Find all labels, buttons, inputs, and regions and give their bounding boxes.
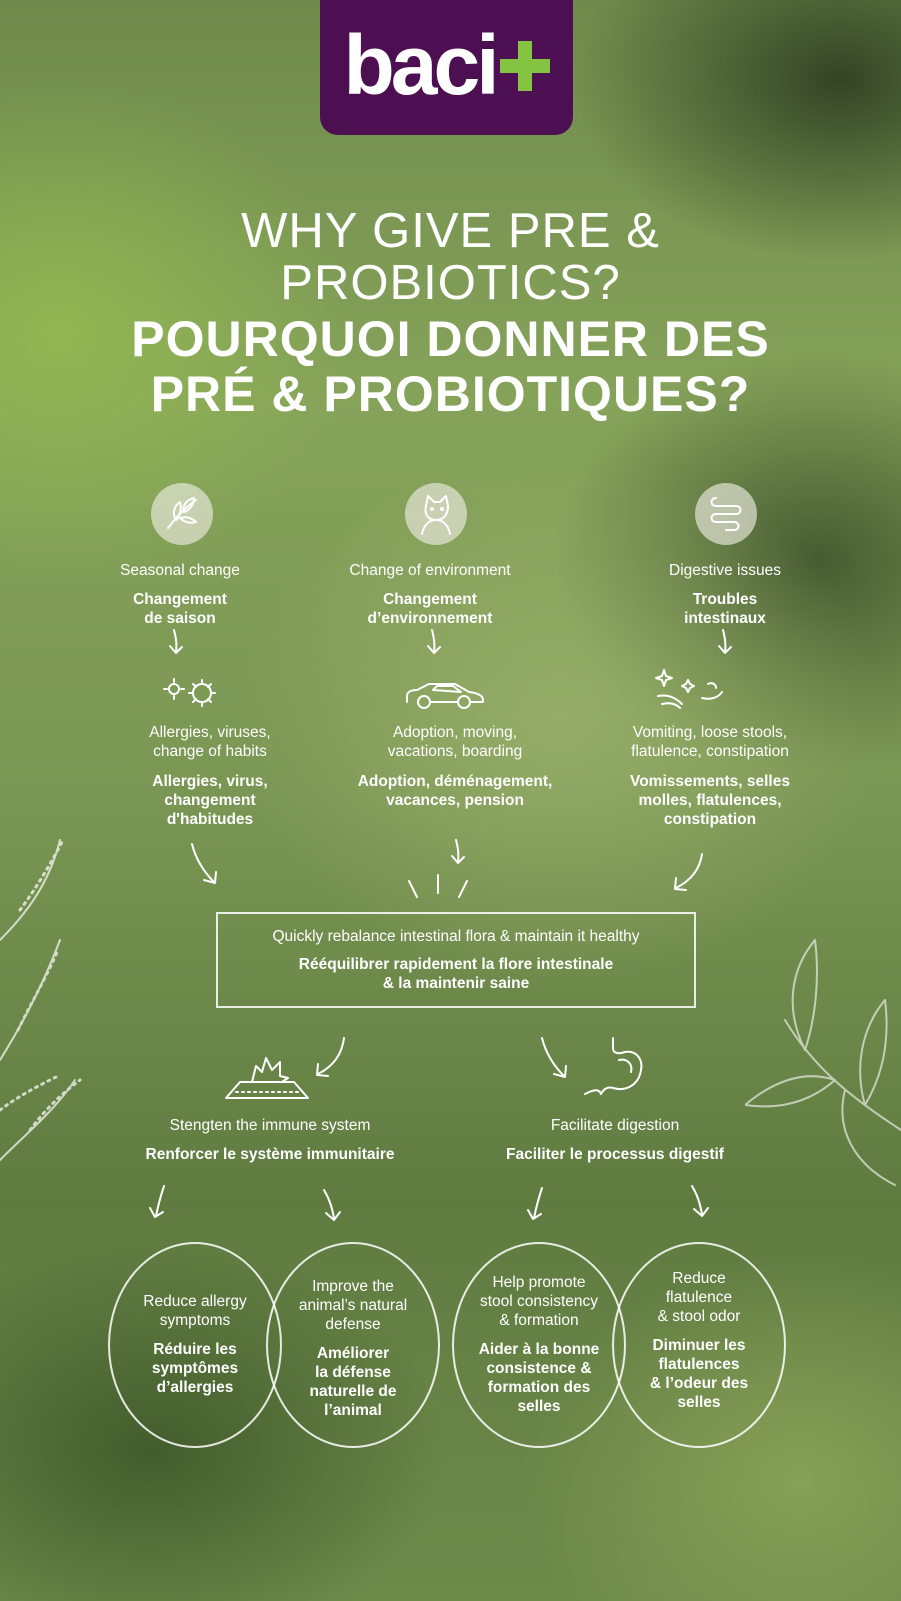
virus-icon [160, 675, 222, 709]
outcome-en-line: defense [325, 1316, 381, 1333]
outcome-fr-line: selles [517, 1398, 561, 1415]
benefit-fr-digestion: Faciliter le processus digestif [506, 1146, 724, 1163]
central-goal-fr-line: Rééquilibrer rapidement la flore intestinale [298, 956, 614, 973]
effect-fr-environment [330, 772, 580, 810]
arrow-down-left-icon [146, 1184, 170, 1220]
cause-en-environment: Change of environment [349, 562, 511, 579]
outcome-en [278, 1277, 428, 1334]
outcome-fr-line: flatulences [658, 1356, 740, 1373]
arrow-down-icon [166, 628, 186, 656]
outcome-en-line: symptoms [159, 1312, 231, 1329]
outcome-fr-line: la défense [315, 1364, 391, 1381]
effect-fr-line: Vomissements, selles [630, 773, 790, 790]
effect-fr-line: Adoption, déménagement, [357, 773, 553, 790]
cause-fr-digestive [615, 590, 835, 628]
central-goal-fr-line: & la maintenir saine [382, 975, 530, 992]
effect-en-line: change of habits [153, 743, 267, 760]
effect-en-line: vacations, boarding [387, 743, 523, 760]
effect-fr-line: vacances, pension [386, 792, 524, 809]
outcome-en [624, 1269, 774, 1326]
title-english [0, 205, 901, 309]
effect-en-digestive [580, 723, 840, 761]
outcome-en-line: animal’s natural [298, 1297, 408, 1314]
effect-en-line: Adoption, moving, [392, 724, 518, 741]
cause-fr-line: de saison [144, 610, 216, 627]
title-en-line-2: PROBIOTICS? [280, 256, 621, 310]
cause-fr-environment [300, 590, 560, 628]
burst-lines-icon [405, 873, 471, 903]
outcome-fr-line: d’allergies [156, 1379, 234, 1396]
arrow-down-left-icon [524, 1186, 548, 1222]
outcome-en [458, 1273, 620, 1330]
outcome-fr-line: l’animal [324, 1402, 382, 1419]
title-en-line-1: WHY GIVE PRE & [241, 204, 660, 258]
outcome-fr-line: Diminuer les [652, 1337, 746, 1354]
cause-fr-line: Changement [133, 591, 227, 608]
outcome-fr [624, 1336, 774, 1412]
title-french [0, 312, 901, 422]
outcome-en-line: & formation [499, 1312, 579, 1329]
outcome-fr-line: consistence & [486, 1360, 592, 1377]
outcome-fr-line: Réduire les [153, 1341, 237, 1358]
outcome-fr [458, 1340, 620, 1416]
effect-fr-digestive [580, 772, 840, 829]
outcome-en-line: Improve the [312, 1278, 394, 1295]
outcome-en [120, 1292, 270, 1330]
outcome-en-line: & stool odor [657, 1308, 741, 1325]
outcome-text-reduce-allergy [120, 1292, 270, 1397]
outcome-en-line: Help promote [492, 1274, 586, 1291]
arrow-diagonal-icon [540, 1036, 570, 1080]
arrow-down-right-icon [320, 1188, 344, 1224]
lavender-plant-left-illustration [0, 830, 110, 1190]
effect-en-line: flatulence, constipation [631, 743, 789, 760]
central-goal-box [216, 912, 696, 1008]
effect-en-seasonal [90, 723, 330, 761]
shield-burst-icon [222, 1048, 312, 1104]
cause-fr-line: Changement [383, 591, 477, 608]
outcome-fr-line: formation des [487, 1379, 591, 1396]
effect-fr-line: d'habitudes [166, 811, 254, 828]
baci-plus-logo[interactable] [320, 0, 573, 135]
arrow-down-icon [448, 838, 468, 866]
outcome-fr-line: Améliorer [316, 1345, 390, 1362]
effect-en-line: Vomiting, loose stools, [632, 724, 788, 741]
cause-fr-line: intestinaux [684, 610, 766, 627]
effect-fr-line: molles, flatulences, [638, 792, 782, 809]
arrow-down-right-icon [688, 1184, 712, 1220]
effect-en-line: Allergies, viruses, [149, 724, 271, 741]
cause-fr-seasonal [80, 590, 280, 628]
outcome-fr-line: selles [677, 1394, 721, 1411]
arrow-down-icon [715, 628, 735, 656]
outcome-en-line: Reduce allergy [143, 1293, 247, 1310]
outcome-fr-line: & l’odeur des [649, 1375, 749, 1392]
benefit-fr-immune: Renforcer le système immunitaire [145, 1146, 395, 1163]
outcome-fr [278, 1344, 428, 1420]
cause-en-digestive: Digestive issues [669, 562, 781, 579]
effect-fr-line: changement [164, 792, 256, 809]
benefit-en-digestion: Facilitate digestion [550, 1117, 680, 1134]
outcome-text-reduce-flatulence [624, 1269, 774, 1412]
arrow-down-icon [424, 628, 444, 656]
outcome-text-stool-consistency [458, 1273, 620, 1416]
outcome-fr-line: naturelle de [309, 1383, 397, 1400]
outcome-fr-line: Aider à la bonne [478, 1341, 600, 1358]
arrow-diagonal-icon [670, 852, 706, 892]
intestine-icon [695, 483, 757, 545]
outcome-fr [120, 1340, 270, 1397]
outcome-fr-line: symptômes [151, 1360, 239, 1377]
sparkle-icon [652, 668, 728, 710]
effect-fr-line: Allergies, virus, [152, 773, 268, 790]
arrow-diagonal-icon [312, 1036, 348, 1078]
plus-icon [500, 41, 550, 91]
effect-fr-line: constipation [663, 811, 757, 828]
logo-wordmark: baci [343, 17, 496, 112]
car-icon [403, 680, 487, 710]
title-fr-line-2: PRÉ & PROBIOTIQUES? [150, 366, 751, 422]
outcome-en-line: flatulence [665, 1289, 733, 1306]
outcome-en-line: Reduce [672, 1270, 726, 1287]
outcome-text-natural-defense [278, 1277, 428, 1420]
title-fr-line-1: POURQUOI DONNER DES [131, 311, 770, 367]
leaf-branch-right-illustration [745, 930, 901, 1190]
effect-fr-seasonal [90, 772, 330, 829]
benefit-en-immune: Stengten the immune system [169, 1117, 371, 1134]
leaf-icon [151, 483, 213, 545]
cat-icon [405, 483, 467, 545]
central-goal-fr [218, 955, 694, 993]
outcome-en-line: stool consistency [479, 1293, 599, 1310]
arrow-diagonal-icon [190, 842, 220, 886]
stomach-icon [583, 1036, 645, 1098]
cause-en-seasonal: Seasonal change [120, 562, 240, 579]
cause-fr-line: Troubles [692, 591, 758, 608]
cause-fr-line: d’environnement [367, 610, 493, 627]
central-goal-en: Quickly rebalance intestinal flora & maintain it healthy [272, 928, 640, 945]
effect-en-environment [330, 723, 580, 761]
